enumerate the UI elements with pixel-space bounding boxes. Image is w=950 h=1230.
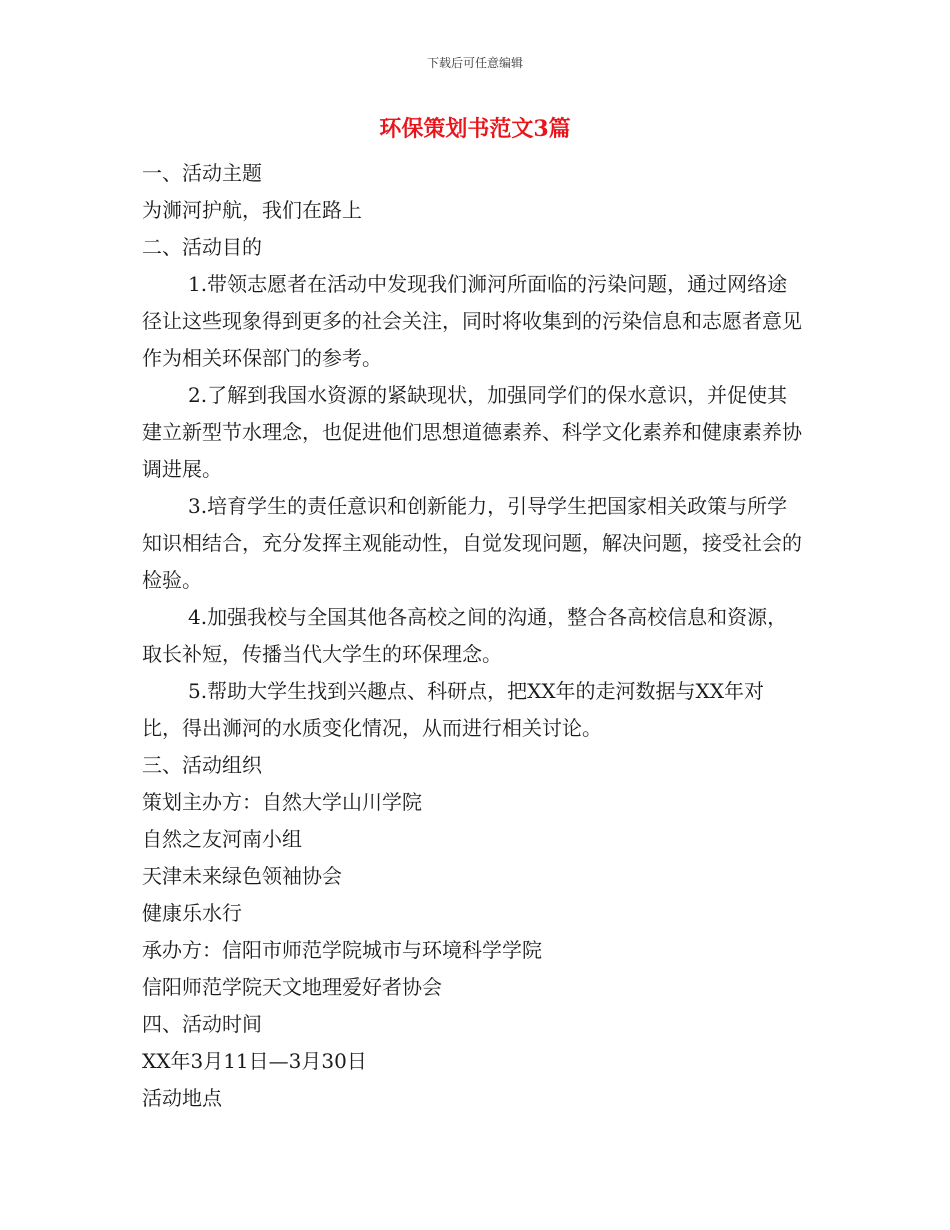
header-note: 下载后可任意编辑: [426, 56, 523, 70]
paragraph: 自然之友河南小组: [142, 827, 302, 851]
paragraph: 健康乐水行: [142, 901, 242, 925]
section-heading: 一、活动主题: [142, 161, 262, 185]
paragraph: 1.带领志愿者在活动中发现我们浉河所面临的污染问题，通过网络途径让这些现象得到更多的社会关注，同时将收集到的污染信息和志愿者意见作为相关环保部门的参考。: [142, 272, 802, 370]
paragraph: XX年3月11日—3月30日: [142, 1049, 367, 1073]
paragraph: 信阳师范学院天文地理爱好者协会: [142, 975, 442, 999]
section-heading: 二、活动目的: [142, 235, 262, 259]
paragraph: 活动地点: [142, 1086, 222, 1110]
paragraph: 4.加强我校与全国其他各高校之间的沟通，整合各高校信息和资源，取长补短，传播当代大学生的环保理念。: [142, 605, 788, 666]
paragraph: 2.了解到我国水资源的紧缺现状，加强同学们的保水意识，并促使其建立新型节水理念，也促进他们思想道德素养、科学文化素养和健康素养协调进展。: [142, 383, 802, 481]
section-heading: 三、活动组织: [142, 753, 262, 777]
paragraph: 为浉河护航，我们在路上: [142, 198, 362, 222]
paragraph: 策划主办方：自然大学山川学院: [142, 790, 422, 814]
document-body: [142, 155, 802, 1117]
document-title: 环保策划书范文3篇: [379, 116, 571, 142]
paragraph: 承办方：信阳市师范学院城市与环境科学学院: [142, 938, 542, 962]
paragraph: 天津未来绿色领袖协会: [142, 864, 342, 888]
section-heading: 四、活动时间: [142, 1012, 262, 1036]
paragraph: 5.帮助大学生找到兴趣点、科研点，把XX年的走河数据与XX年对比，得出浉河的水质变化情况，从而进行相关讨论。: [142, 679, 765, 740]
paragraph: 3.培育学生的责任意识和创新能力，引导学生把国家相关政策与所学知识相结合，充分发挥主观能动性，自觉发现问题，解决问题，接受社会的检验。: [142, 494, 802, 592]
